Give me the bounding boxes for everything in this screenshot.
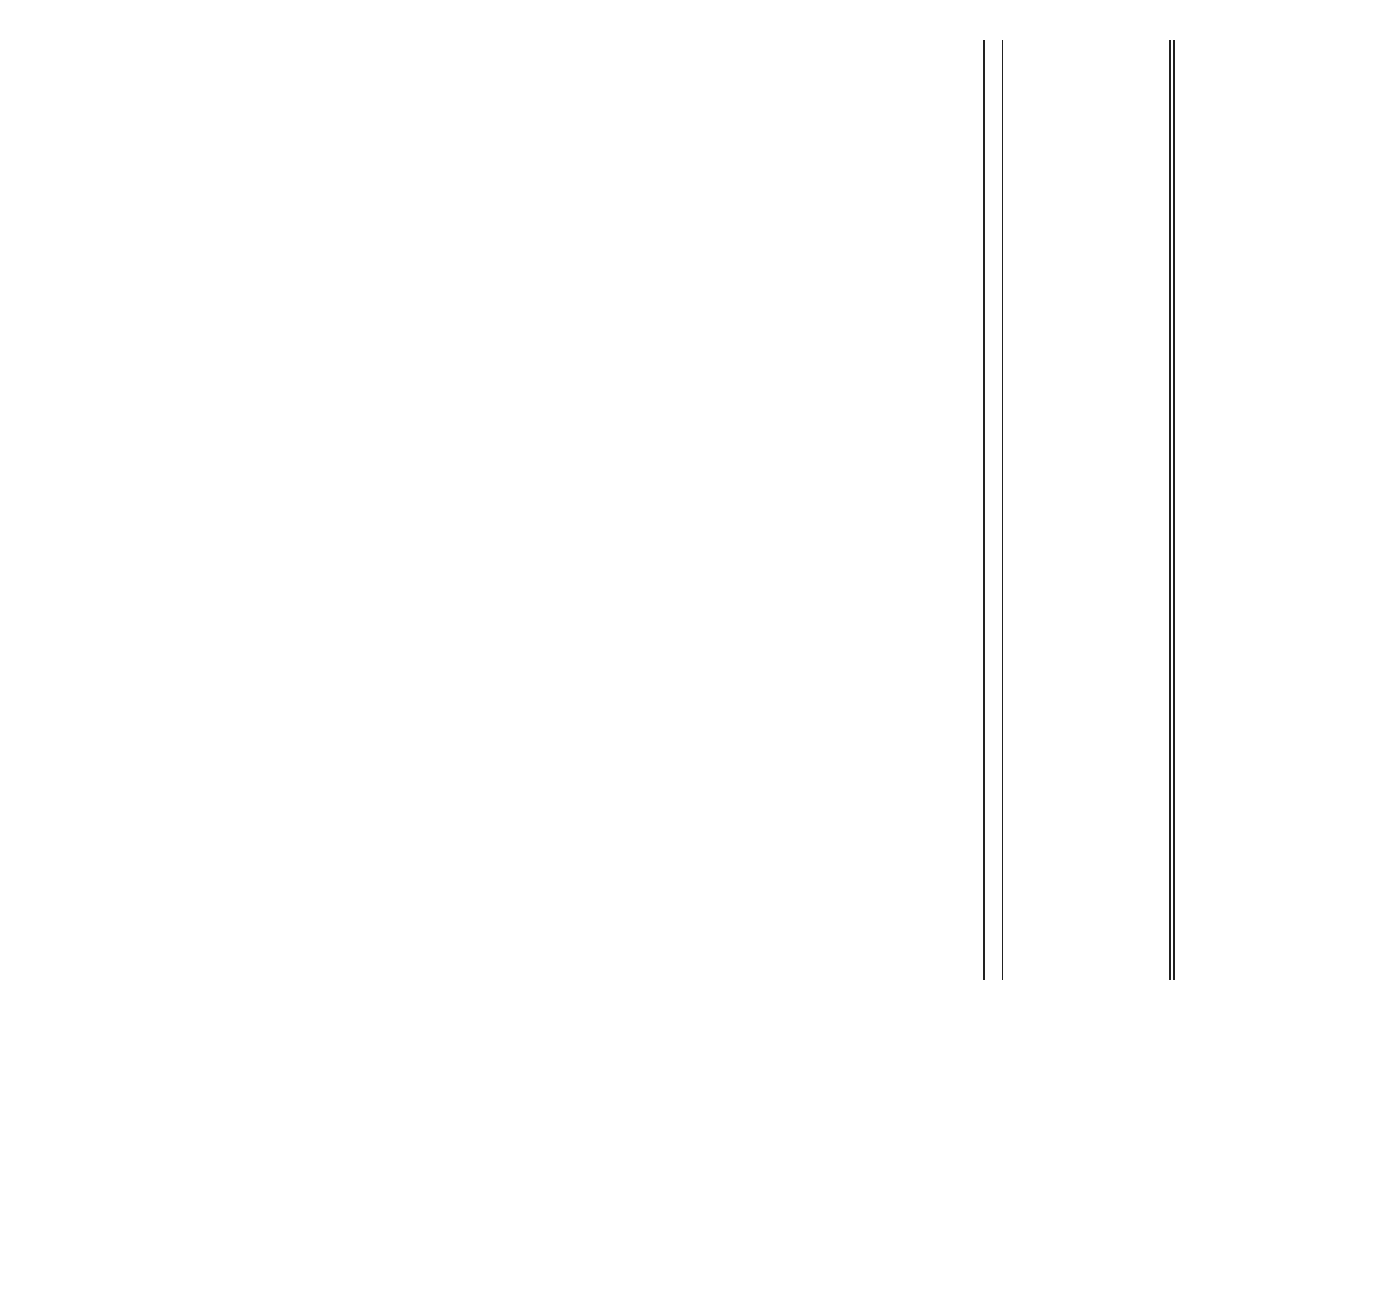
top-rule-2 <box>1169 40 1171 980</box>
header-rule <box>1002 40 1003 980</box>
top-rule <box>1173 40 1175 980</box>
scanned-page <box>195 0 1215 1000</box>
running-header <box>1175 40 1215 940</box>
numbers-rule <box>983 40 985 980</box>
digitization-credit <box>12 300 28 1300</box>
